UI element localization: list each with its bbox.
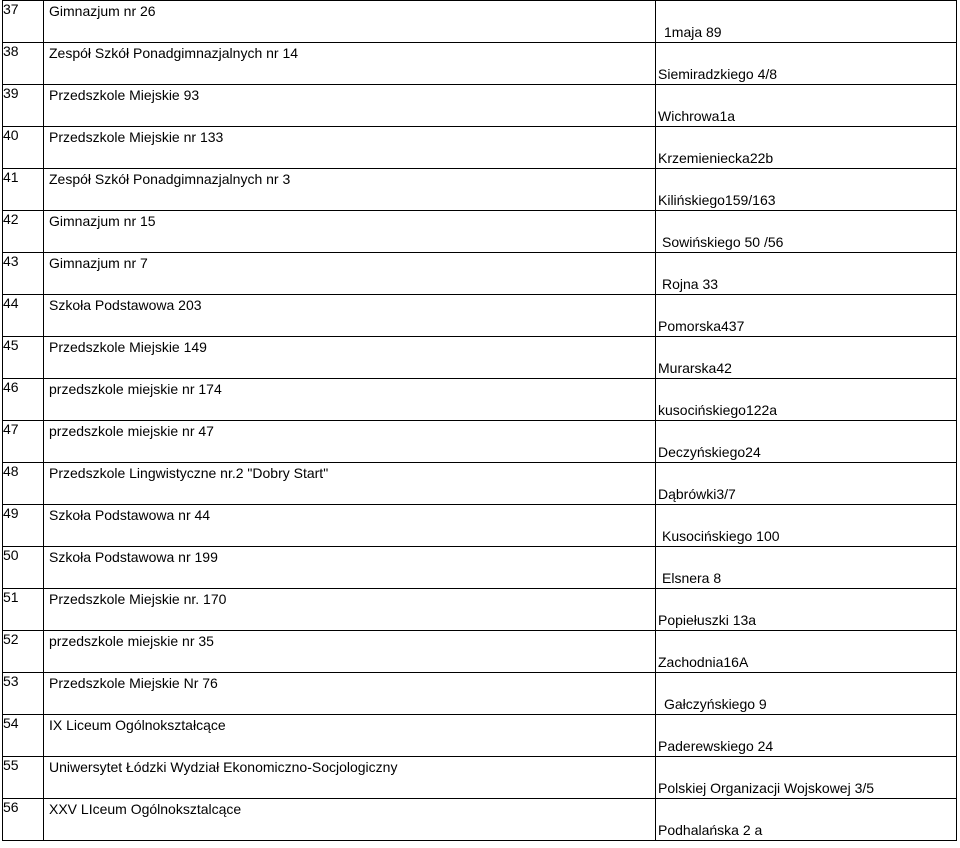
address: Krzemieniecka22b: [658, 150, 774, 166]
address: kusocińskiego122a: [658, 402, 778, 418]
table-row: [3, 463, 957, 505]
institution-name-cell: [44, 253, 656, 295]
institution-name: Gimnazjum nr 26: [49, 3, 156, 19]
address: Murarska42: [658, 360, 732, 376]
row-number: 44: [3, 295, 44, 337]
institution-name: Przedszkole Miejskie Nr 76: [49, 675, 218, 691]
institutions-table: [2, 0, 957, 841]
address-cell: [656, 799, 957, 841]
table-row: [3, 631, 957, 673]
row-number: 54: [3, 715, 44, 757]
row-number: 39: [3, 85, 44, 127]
table-row: [3, 379, 957, 421]
institution-name: Gimnazjum nr 7: [49, 255, 148, 271]
address-cell: [656, 43, 957, 85]
table-body: [3, 1, 957, 841]
institution-name-cell: [44, 211, 656, 253]
address-cell: [656, 589, 957, 631]
institution-name-cell: [44, 673, 656, 715]
address-cell: [656, 631, 957, 673]
address-cell: [656, 505, 957, 547]
address-cell: [656, 211, 957, 253]
address: Sowińskiego 50 /56: [662, 234, 784, 250]
institution-name-cell: [44, 1, 656, 43]
institution-name: Przedszkole Miejskie nr. 170: [49, 591, 227, 607]
row-number: 37: [3, 1, 44, 43]
row-number: 52: [3, 631, 44, 673]
address-cell: [656, 127, 957, 169]
institution-name-cell: [44, 85, 656, 127]
row-number: 42: [3, 211, 44, 253]
address: Siemiradzkiego 4/8: [658, 66, 778, 82]
institution-name: Przedszkole Miejskie 149: [49, 339, 207, 355]
institution-name: przedszkole miejskie nr 35: [49, 633, 214, 649]
institution-name: Zespół Szkół Ponadgimnazjalnych nr 3: [49, 171, 291, 187]
table-row: [3, 505, 957, 547]
table-row: [3, 589, 957, 631]
address-cell: [656, 379, 957, 421]
address-cell: [656, 673, 957, 715]
institution-name-cell: [44, 715, 656, 757]
table-row: [3, 127, 957, 169]
institution-name-cell: [44, 337, 656, 379]
table-row: [3, 757, 957, 799]
institution-name: przedszkole miejskie nr 174: [49, 381, 222, 397]
row-number: 40: [3, 127, 44, 169]
institution-name-cell: [44, 631, 656, 673]
institution-name: przedszkole miejskie nr 47: [49, 423, 214, 439]
row-number: 43: [3, 253, 44, 295]
row-number: 41: [3, 169, 44, 211]
address: Zachodnia16A: [658, 654, 749, 670]
row-number: 48: [3, 463, 44, 505]
table-row: [3, 421, 957, 463]
row-number: 47: [3, 421, 44, 463]
table-row: [3, 715, 957, 757]
table-row: [3, 253, 957, 295]
address: Wichrowa1a: [658, 108, 736, 124]
row-number: 51: [3, 589, 44, 631]
address-cell: [656, 337, 957, 379]
table-row: [3, 337, 957, 379]
address: Pomorska437: [658, 318, 745, 334]
address-cell: [656, 757, 957, 799]
address: Rojna 33: [662, 276, 719, 292]
institution-name-cell: [44, 127, 656, 169]
address-cell: [656, 547, 957, 589]
address: Paderewskiego 24: [658, 738, 774, 754]
institution-name-cell: [44, 169, 656, 211]
address: Kilińskiego159/163: [658, 192, 776, 208]
table-row: [3, 673, 957, 715]
institution-name-cell: [44, 43, 656, 85]
address: Gałczyńskiego 9: [664, 696, 767, 712]
institution-name-cell: [44, 505, 656, 547]
address: Polskiej Organizacji Wojskowej 3/5: [658, 780, 875, 796]
address: Podhalańska 2 a: [658, 822, 763, 838]
institution-name-cell: [44, 463, 656, 505]
institution-name: Przedszkole Lingwistyczne nr.2 "Dobry Start": [49, 465, 329, 481]
institution-name: Szkoła Podstawowa nr 44: [49, 507, 211, 523]
row-number: 55: [3, 757, 44, 799]
institution-name-cell: [44, 589, 656, 631]
institution-name: Zespół Szkół Ponadgimnazjalnych nr 14: [49, 45, 299, 61]
table-row: [3, 799, 957, 841]
address: Dąbrówki3/7: [658, 486, 736, 502]
institution-name: Uniwersytet Łódzki Wydział Ekonomiczno-Socjologiczny: [49, 759, 398, 775]
table-row: [3, 211, 957, 253]
address-cell: [656, 253, 957, 295]
row-number: 56: [3, 799, 44, 841]
row-number: 49: [3, 505, 44, 547]
institution-name: XXV LIceum Ogólnoksztalcące: [49, 801, 242, 817]
row-number: 38: [3, 43, 44, 85]
row-number: 46: [3, 379, 44, 421]
table-row: [3, 169, 957, 211]
institution-name-cell: [44, 757, 656, 799]
institution-name: Szkoła Podstawowa nr 199: [49, 549, 218, 565]
address-cell: [656, 421, 957, 463]
table-row: [3, 547, 957, 589]
row-number: 45: [3, 337, 44, 379]
institution-name: Szkoła Podstawowa 203: [49, 297, 202, 313]
institution-name-cell: [44, 421, 656, 463]
address-cell: [656, 1, 957, 43]
address-cell: [656, 85, 957, 127]
institution-name-cell: [44, 799, 656, 841]
table-row: [3, 85, 957, 127]
institution-name-cell: [44, 295, 656, 337]
address: Popiełuszki 13a: [658, 612, 757, 628]
address: Kusocińskiego 100: [662, 528, 780, 544]
row-number: 50: [3, 547, 44, 589]
address: Elsnera 8: [662, 570, 722, 586]
address-cell: [656, 463, 957, 505]
row-number: 53: [3, 673, 44, 715]
institution-name: IX Liceum Ogólnokształcące: [49, 717, 226, 733]
institution-name-cell: [44, 379, 656, 421]
table-row: [3, 295, 957, 337]
address-cell: [656, 715, 957, 757]
institution-name: Gimnazjum nr 15: [49, 213, 156, 229]
institution-name: Przedszkole Miejskie 93: [49, 87, 200, 103]
address-cell: [656, 295, 957, 337]
table-row: [3, 1, 957, 43]
address-cell: [656, 169, 957, 211]
table-row: [3, 43, 957, 85]
institution-name: Przedszkole Miejskie nr 133: [49, 129, 224, 145]
address: Deczyńskiego24: [658, 444, 761, 460]
institution-name-cell: [44, 547, 656, 589]
address: 1maja 89: [664, 24, 722, 40]
